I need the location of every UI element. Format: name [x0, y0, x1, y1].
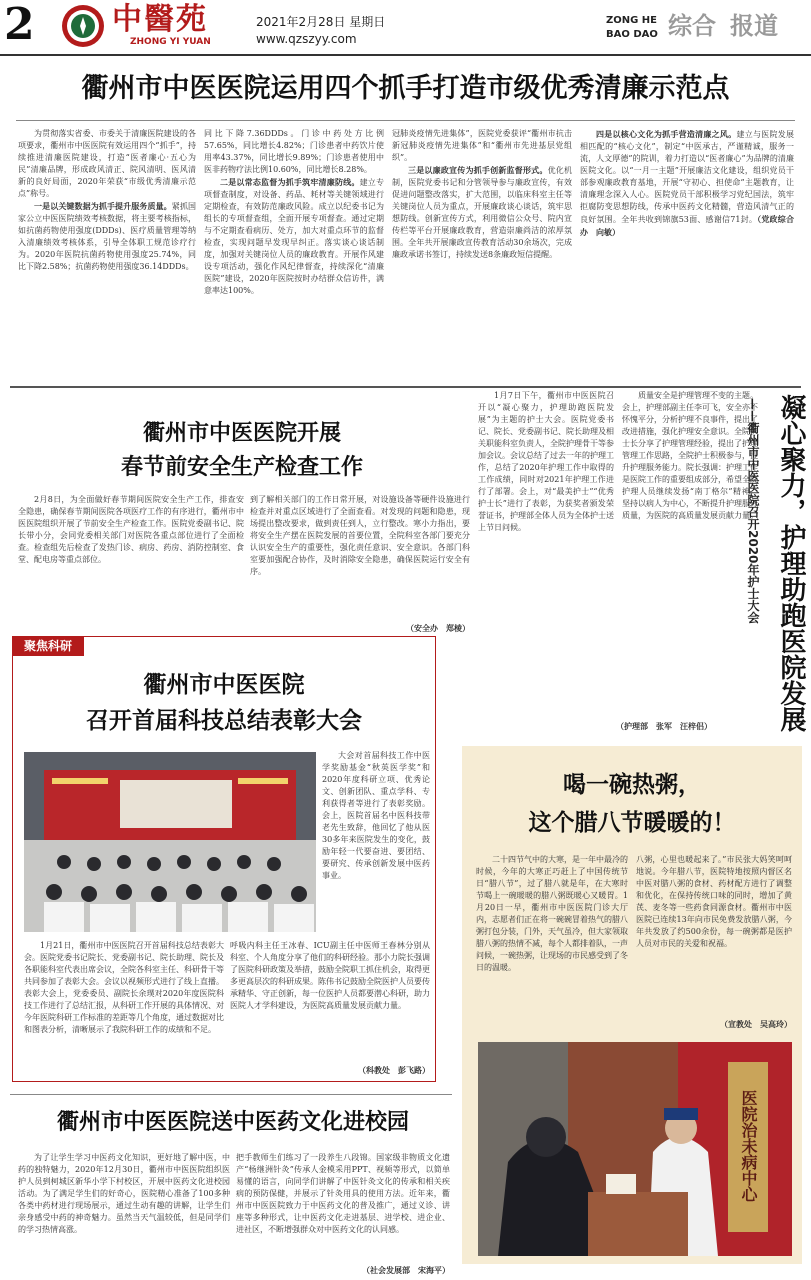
section-tag: 聚焦科研 [12, 636, 84, 656]
article5-title-2: 这个腊八节暖暖的！ [528, 810, 736, 836]
article5-col1 [476, 854, 628, 1030]
article4-title-2: 召开首届科技总结表彰大会 [86, 708, 362, 734]
article6-title: 衢州市中医医院送中医药文化进校园 [56, 1110, 409, 1135]
article1-col1-head: 一是以关键数据为抓手提升服务质量。 [34, 201, 172, 211]
paper-name: 中醫苑 [112, 2, 208, 37]
article4-right-text: 大会对首届科技工作中医学奖励基金“秋英医学奖”和2020年度科研立项、优秀论文、创新团队、重点学科、专利获得者等进行了表彰奖励。会上，医院首届名中医科技带老先生致辞，他回忆了他从医30多年来医院发生的变化，鼓励年轻一代要奋进、要团结、要研究、传承创新发展中医药事业。 [322, 751, 430, 880]
article1-title: 衢州市中医医院运用四个抓手打造市级优秀清廉示范点 [81, 73, 730, 104]
masthead [0, 0, 811, 54]
article1-col1-intro: 为贯彻落实省委、市委关于清廉医院建设的各项要求，衢州市中医医院有效运用四个“抓手”，持续推进清廉医院建设，打造“医者廉心·五心为民”清廉品牌，形成政风清正、院风清明、医风清新的良好局面，2020年荣获“市级优秀清廉示范点”称号。 [18, 129, 196, 198]
article5-col2 [636, 854, 792, 1016]
article3-col1 [478, 390, 614, 738]
article5-col2-text: 八粥，心里也暖起来了。”市民张大妈笑呵呵地说。今年腊八节，医院特地按照内督区名中医对腊八粥的食材、药材配方进行了调整和优化，在保持传统口味的同时，增加了黄芪、麦冬等一些药食同源食材。衢州市中医医院已连续13年向市民免费发放腊八粥，今年共发放了约500余份，每一碗粥都是医护人员对市民的关爱和祝福。 [636, 855, 792, 948]
article3-vertical-subtitle: ——衢州市中医医院召开2020年护士大会 [746, 398, 760, 624]
article4-col1 [24, 940, 224, 1076]
article1-title-rule [16, 120, 795, 121]
article3-col2-text: 质量安全是护理管理不变的主题。会上，护理部副主任李可飞，安全亦不怀愧平分，分析护理不良事件，提出了改进措施，强化护理安全意识。全院护士长分享了护理管理经验，提出了护理管理工作思路，全院护士积极参与，提升护理服务能力。院长强调：护理工作是医院工作的重要组成部分，希望全院护理人员继续发扬“南丁格尔”精神，坚持以病人为中心，不断提升护理服务质量，为医院的高质量发展贡献力量。 [622, 391, 758, 520]
article1-col4-body: 建立与医院发展相匹配的“核心文化”，制定“中医承古，严谨精诚，服务一流，人文厚德”的院训，着力打造以“医者廉心”为品牌的清廉医院文化。以“一月一主题”开展廉洁文化建设，组织党员干部参观廉政教育基地，开展“守初心、担使命”主题教育，让清廉理念深入人心。医院党员干部积极学习党纪国法，筑牢拒腐防变思想防线，传承中医药文化精髓，营造风清气正的良好氛围。全年共收到锦旗53面、感谢信71封。 [580, 130, 794, 224]
paper-pinyin: ZHONG YI YUAN [130, 37, 211, 47]
article5-credit: （宣教处 吴高玲） [720, 1019, 792, 1029]
article4-col2-text: 呼吸内科主任王冰春、ICU副主任中医师王春林分别从科室、个人角度分享了他们的科研经验。那小力院长强调了医院科研政策及举措，鼓励全院职工抓住机会，取得更多更高层次的科研成果。陈伟书记鼓励全院医护人员要传承精华、守正创新，每一位医护人员都要潜心科研，助力医院人才学科建设，为医院高质量发展贡献力量。 [230, 941, 430, 1010]
article2-col2-text: 到了解相关部门的工作日常开展，对设施设备等硬件设施进行检查并对重点区域进行了全面查看。对发现的问题和隐患，现场提出整改要求，做到责任到人，立行整改。寒小力指出，要将安全生产摆在医院发展的首要位置，全院科室各部门要充分认识安全生产的重要性，强化责任意识、安全意识。各部门科室要加强配合协作，及时消除安全隐患，确保医院运行安全有序。 [250, 495, 470, 576]
section-rule-1 [10, 386, 801, 388]
article4-credit: （科教处 彭飞路） [358, 1065, 430, 1075]
section-pinyin-2: BAO DAO [606, 29, 658, 40]
article1-col3-body: 优化机制，医院党委书记和分管领导参与廉政宣传，有效促进问题整改落实，扩大范围，以临床科室主任等关键岗位人员为重点，开展廉政谈心谈话，筑牢思想防线。创新宣传方式，利用微信公众号、院内宣传栏等平台开展廉政教育，营造崇廉尚洁的浓厚氛围。全年共开展廉政宣传教育活动30余场次，完成廉政承诺书签订，持续发送8条廉政短信提醒。 [392, 166, 572, 259]
article1-col1 [18, 128, 196, 380]
article1-col2-head: 二是以常态监督为抓手筑牢清廉防线。 [220, 177, 360, 187]
article1-col4 [580, 128, 794, 380]
article3-credit: （护理部 张军 汪梓侣） [616, 721, 712, 731]
conference-photo-image [24, 752, 316, 932]
article6-col1 [18, 1152, 230, 1276]
section-type: 报道 [730, 12, 778, 40]
conference-photo [24, 752, 316, 932]
article4-title-1: 衢州市中医医院 [143, 672, 305, 698]
website: www.qzszyy.com [256, 32, 357, 46]
article6-credit: （社会发展部 宋海平） [362, 1265, 450, 1275]
article1-col3-intro: 冠肺炎疫情先进集体”，医院党委获评“衢州市抗击新冠肺炎疫情先进集体”和“衢州市先进基层党组织”。 [392, 129, 572, 162]
section-name: 综合 [668, 12, 716, 40]
section-rule-2 [10, 1094, 452, 1095]
article3-col1-text: 1月7日下午，衢州市中医医院召开以“凝心聚力，护理助跑医院发展”为主题的护士大会。医院党委书记、院长、党委副书记、院长助理及相关职能科室负责人，全院护理骨干等参加会议。会议总结了过去一年的护理工作，总结了2020年护理工作中取得的工作成绩，同时对2021年护理工作进行了部署。会上，对“最美护士”“优秀护士长”进行了表彰，为获奖者颁发荣誉证书，护理部全体人员为全体护士送上节日问候。 [478, 391, 614, 532]
article2-title-2: 春节前安全生产检查工作 [120, 455, 363, 480]
photo-sign: 医院治未病中心 [739, 1090, 758, 1202]
paper-logo-icon [62, 5, 104, 47]
date-line: 2021年2月28日 星期日 [256, 15, 386, 29]
article1-col1-body: 紧抓国家公立中医医院绩效考核数据，将主要考核指标，如抗菌药物使用强度(DDDs)、医疗质量管理等纳入清廉绩效考核体系，引导全体职工规范诊疗行为。2020年医院抗菌药物使用强度25.74%，同比下降2.58%；抗菌药物使用强度36.14DDDs。 [18, 202, 196, 271]
article3-col2 [622, 390, 758, 720]
article6-col1-text: 为了让学生学习中医药文化知识，更好地了解中医，中药的独特魅力，2020年12月30日，衢州市中医医院组织医护人员到柯城区新华小学下村校区，开展中医药文化进校园活动。为了满足学生们的好奇心，医院精心准备了100多种各类中药材进行现场展示，通过生动有趣的讲解，让学生们亲身感受中药的神奇魅力。虽然当天气温较低，但是同学们的学习热情高涨。 [18, 1153, 230, 1234]
article1-col3 [392, 128, 572, 380]
article1-col2 [204, 128, 384, 380]
article2-col1-text: 2月8日，为全面做好春节期间医院安全生产工作，排查安全隐患，确保春节期间医院各项医疗工作的有序进行，衢州市中医医院组织开展了节前安全生产检查工作。医院党委副书记、院长带小分，会同党委相关部门对医院各重点部位进行了全面检查。检查组先后检查了发热门诊、病房、药房、消防控制室、食堂、配电房等重点部位。 [18, 495, 244, 564]
article1-col4-head: 四是以核心文化为抓手营造清廉之风。 [596, 129, 737, 139]
section-pinyin-1: ZONG HE [606, 15, 658, 26]
page-number: 2 [4, 0, 35, 50]
article2-title-1: 衢州市中医医院开展 [142, 421, 341, 446]
article2-col2 [250, 494, 470, 624]
article4-col2 [230, 940, 430, 1064]
article2-col1 [18, 494, 244, 624]
logo-emblem-icon [62, 5, 104, 47]
article2-credit: （安全办 郑棱） [406, 623, 470, 633]
article5-col1-text: 二十四节气中的大寒，是一年中最冷的时候，今年的大寒正巧赶上了中国传统节日“腊八节”，过了腊八就是年，在大寒时节喝上一碗暖暖的腊八粥既暖心又暖胃。1月20日一早，衢州市中医医院门诊大厅内，志愿者们正在将一碗碗冒着热气的腊八粥打包分装，门外，天气虽冷，但大家领取腊八粥的热情不减，每个人都排着队，一声问候，一碗热粥，让现场的市民感受到了冬日的温暖。 [476, 855, 628, 972]
article5-title-1: 喝一碗热粥， [563, 772, 701, 798]
article6-col2 [236, 1152, 450, 1264]
article1-col2-body: 建立专项督查制度，对设备、药品、耗材等关键领域进行定期检查，有效防范廉政风险。成立以纪委书记为组长的专项督查组，全面开展专项督查。通过定期与不定期查看病历、处方，加大对重点环节的监督检查，实现问题早发现早纠正。落实谈心谈话制度，加强对关键岗位人员的廉政教育。开展作风建设专项活动，强化作风纪律督查，持续深化“清廉医院”建设，2020年医院按时办结群众信访件，满意率达100%。 [204, 178, 384, 295]
article1-credit: （党政综合办 向敏） [580, 214, 794, 237]
article4-col1-text: 1月21日，衢州市中医医院召开首届科技总结表彰大会。医院党委书记院长、党委副书记、院长助理、院长及各职能科室代表出席会议，全院各科室主任、科研骨干等共同参加了表彰大会。会议以视频形式进行了线上直播。表彰大会上，党委委员、副院长余璞对2020年度医院科技工作进行了总结汇报，从科研工作开展的具体情况、对今年医院科研工作标准的差距等几个角度，通过数据对比和图表分析，清晰展示了我院科研工作的成绩和不足。 [24, 941, 224, 1034]
article1-col3-head: 三是以廉政宣传为抓手创新监督形式。 [408, 165, 548, 175]
article4-right-col [322, 750, 430, 936]
article3-vertical-title: 凝心聚力，护理助跑医院发展 [776, 394, 806, 732]
masthead-rule [0, 54, 811, 56]
article1-col2-intro: 同比下降7.36DDDs。门诊中药处方比例57.65%，同比增长4.82%；门诊患者中药饮片使用率43.37%，同比增长9.89%；门诊患者使用中医非药物疗法比例10.60%，同比增长8.28%。 [204, 129, 384, 174]
article6-col2-text: 把手教师生们练习了一段养生八段锦。国家级非物质文化遗产“杨继洲针灸”传承人金模采用PPT、视频等形式，以简单易懂的语言，向同学们讲解了中医针灸文化的传承和相关疾病的预防保健，并展示了针灸用具的使用方法。近年来，衢州市中医医院致力于中医药文化的普及推广，通过义诊、讲座等多种形式，让中医药文化走进基层、进学校、进企业、进社区，不断增强群众对中医药文化的认同感。 [236, 1153, 450, 1234]
porridge-photo [478, 1042, 792, 1256]
